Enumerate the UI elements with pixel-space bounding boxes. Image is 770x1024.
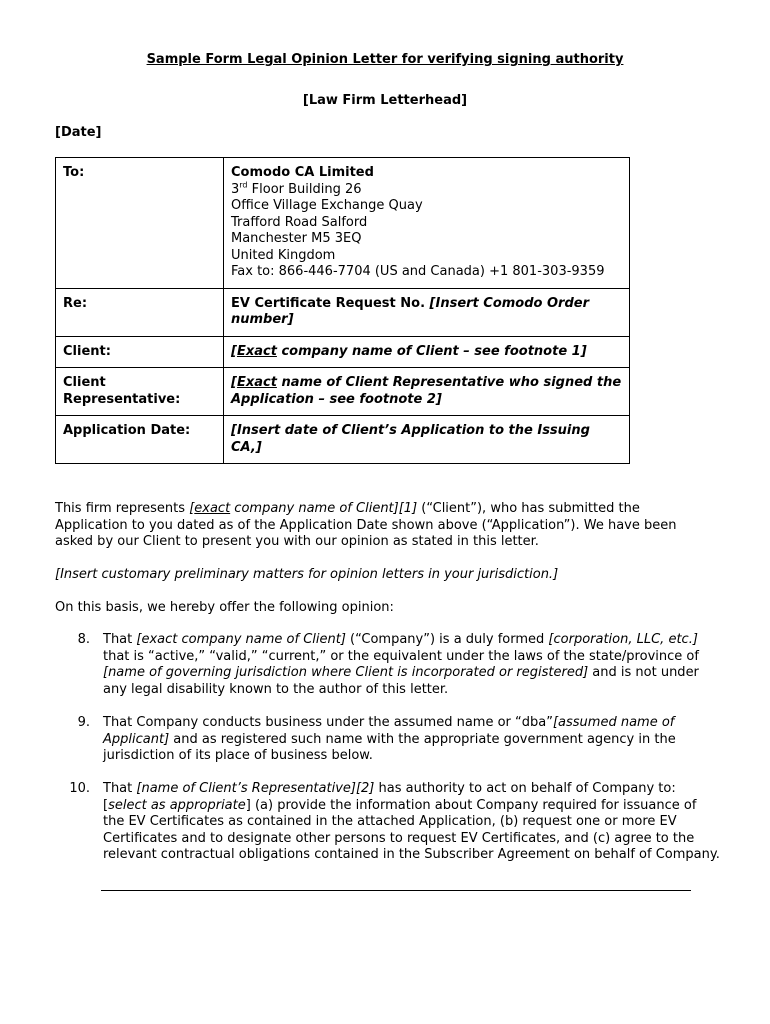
item10-d: select as appropriate [108,797,246,813]
list-item-text [103,715,720,765]
table-row-re [56,288,630,336]
list-item-text [103,781,720,864]
client-value [224,336,630,368]
item9-c: and as registered such name with the appropriate government agency in the jurisdiction of its place of business below. [103,731,676,763]
item8-c: (“Company”) is a duly formed [345,632,549,647]
para1-b: [ [189,501,195,516]
item8-b: [exact company name of Client] [136,632,346,647]
para1-e: (“Client”), who has submitted the Application to you dated as of the Application Date shown above (“Application”). We have been asked by our Client to present you with our opinion as stated in this letter. [55,501,677,549]
floor-rest: Floor Building 26 [247,181,362,197]
re-value-text: EV Certificate Request No. [231,295,430,311]
item10-b: [name of Client’s Representative][2] [136,781,375,796]
page-title: Sample Form Legal Opinion Letter for verifying signing authority [146,52,624,67]
to-fax-line: Fax to: 866-446-7704 (US and Canada) +1 801-303-9359 [231,264,605,279]
intro-paragraph [55,501,715,551]
letterhead-placeholder: [Law Firm Letterhead] [302,93,468,108]
client-label: Client: [56,336,224,368]
table-row-client [56,336,630,368]
client-exact: Exact [236,343,277,359]
client-bracket: [ [231,343,237,359]
rep-bracket: [ [231,375,237,390]
table-row-application-date [56,416,630,464]
list-item-number: 10. [69,781,90,796]
item8-a: That [103,632,137,647]
re-value [224,288,630,336]
date-placeholder: [Date] [55,125,102,140]
item8-f: [name of governing jurisdiction where Client is incorporated or registered] [103,665,589,680]
footnote-separator-line [101,890,691,891]
para1-d: company name of Client][1] [230,501,418,516]
item10-c: has authority to act on behalf of Company to: [ [103,781,676,813]
list-item-number: 8. [77,632,90,647]
to-address [224,158,630,289]
floor-suffix: rd [239,180,248,190]
item8-d: [corporation, LLC, etc.] [548,632,698,647]
re-label: Re: [56,288,224,336]
representative-value [224,368,630,416]
rep-exact: Exact [236,375,277,390]
to-address-line-5: United Kingdom [231,247,336,263]
table-row-to [56,158,630,289]
recipient-info-table [55,157,630,464]
client-value-rest: company name of Client – see footnote 1] [276,343,587,359]
list-item-text [103,632,720,698]
floor-number: 3 [231,181,240,197]
table-row-representative [56,368,630,416]
opinion-intro-paragraph: On this basis, we hereby offer the following opinion: [55,600,394,615]
to-address-line-4: Manchester M5 3EQ [231,231,362,246]
para1-c: exact [194,501,231,516]
to-company: Comodo CA Limited [231,165,374,180]
item10-a: That [103,781,137,796]
para1-a: This firm represents [55,501,190,516]
item9-b: [assumed name of Applicant] [103,715,675,747]
item10-e: ] (a) provide the information about Company required for issuance of the EV Certificates as contained in the attached Application, (b) request one or more EV Certificates and to designate other persons to request EV Certificates, and (c) agree to the relevant contractual obligations contained in the Subscriber Agreement on behalf of Company. [103,797,720,862]
item8-e: that is “active,” “valid,” “current,” or the equivalent under the laws of the state/province of [103,648,699,664]
list-item-number: 9. [77,715,90,730]
re-value-placeholder: [Insert Comodo Order number] [231,295,589,327]
application-date-label: Application Date: [56,416,224,464]
rep-value-rest: name of Client Representative who signed the Application – see footnote 2] [231,375,622,407]
to-label: To: [56,158,224,289]
to-address-line-1 [231,182,622,199]
item9-a: That Company conducts business under the assumed name or “dba” [103,715,553,730]
to-address-line-3: Trafford Road Salford [231,214,368,230]
representative-label: Client Representative: [56,368,224,416]
to-address-line-2: Office Village Exchange Quay [231,198,423,213]
preliminary-matters-paragraph: [Insert customary preliminary matters for opinion letters in your jurisdiction.] [55,567,559,582]
item8-g: and is not under any legal disability known to the author of this letter. [103,665,699,697]
application-date-value: [Insert date of Client’s Application to the Issuing CA,] [224,416,630,464]
